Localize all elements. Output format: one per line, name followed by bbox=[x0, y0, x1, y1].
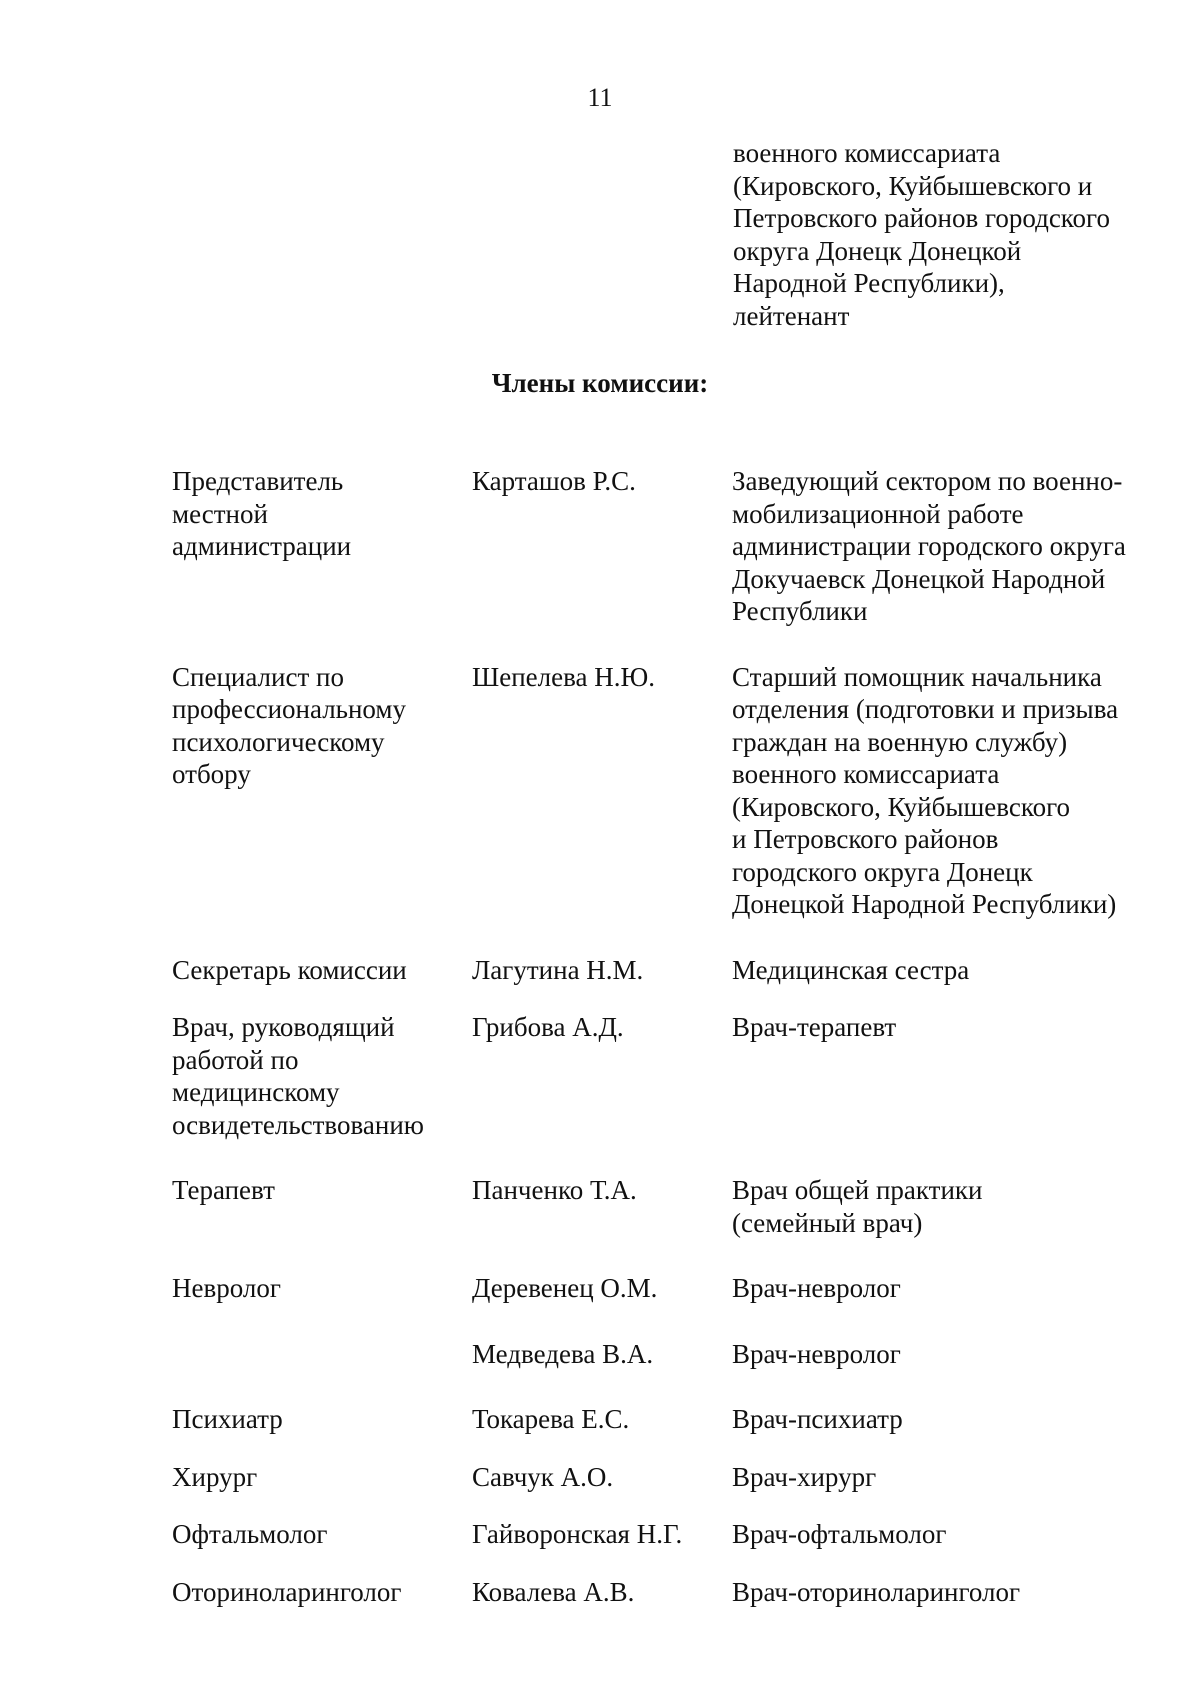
member-row bbox=[172, 1576, 1172, 1609]
member-name: Медведева В.А. bbox=[472, 1338, 654, 1369]
member-name: Гайворонская Н.Г. bbox=[472, 1519, 683, 1549]
position-line: Докучаевск Донецкой Народной bbox=[732, 563, 1106, 594]
role-line: Секретарь комиссии bbox=[172, 954, 407, 985]
role-line: местной bbox=[172, 498, 268, 529]
header-line: Петровского районов городского bbox=[733, 203, 1110, 233]
role-line: Оториноларинголог bbox=[172, 1576, 402, 1607]
member-name: Токарева Е.С. bbox=[472, 1404, 630, 1434]
position-line: Врач-оториноларинголог bbox=[732, 1576, 1021, 1607]
position-line: Заведующий сектором по военно- bbox=[732, 466, 1123, 496]
header-line: (Кировского, Куйбышевского и bbox=[733, 170, 1093, 201]
position-line: Республики bbox=[732, 596, 868, 626]
header-line: округа Донецк Донецкой bbox=[733, 235, 1022, 266]
member-row bbox=[172, 465, 1172, 628]
member-row bbox=[172, 1338, 1172, 1371]
position-line: Врач-хирург bbox=[732, 1461, 877, 1492]
member-role bbox=[172, 1011, 472, 1141]
header-line: Народной Республики), bbox=[733, 268, 1005, 298]
member-name: Ковалева А.В. bbox=[472, 1576, 635, 1607]
role-line: Терапевт bbox=[172, 1175, 275, 1205]
position-line: Врач общей практики bbox=[732, 1175, 983, 1205]
member-row bbox=[172, 1011, 1172, 1141]
position-line: Врач-невролог bbox=[732, 1273, 901, 1303]
member-position bbox=[732, 1338, 1172, 1371]
member-role bbox=[172, 1576, 472, 1609]
member-role bbox=[172, 661, 472, 791]
role-line: Невролог bbox=[172, 1273, 281, 1303]
position-line: администрации городского округа bbox=[732, 531, 1126, 561]
member-role bbox=[172, 1174, 472, 1207]
role-line: Врач, руководящий bbox=[172, 1012, 395, 1042]
member-name: Лагутина Н.М. bbox=[472, 954, 644, 985]
position-line: Старший помощник начальника bbox=[732, 661, 1102, 692]
role-line: психологическому bbox=[172, 726, 385, 757]
role-line: профессиональному bbox=[172, 694, 406, 724]
member-position bbox=[732, 1011, 1172, 1044]
member-row bbox=[172, 1518, 1172, 1551]
member-role bbox=[172, 1403, 472, 1436]
member-name: Шепелева Н.Ю. bbox=[472, 661, 655, 692]
member-position bbox=[732, 1403, 1172, 1436]
member-role bbox=[172, 1518, 472, 1551]
role-line: отбору bbox=[172, 759, 251, 789]
role-line: освидетельствованию bbox=[172, 1109, 424, 1140]
role-line: работой по bbox=[172, 1044, 299, 1075]
role-line: Хирург bbox=[172, 1461, 258, 1492]
position-line: (Кировского, Куйбышевского bbox=[732, 791, 1070, 822]
member-row bbox=[172, 1403, 1172, 1436]
member-name: Панченко Т.А. bbox=[472, 1175, 637, 1205]
member-position bbox=[732, 465, 1172, 628]
role-line: Психиатр bbox=[172, 1404, 283, 1434]
position-line: граждан на военную службу) bbox=[732, 726, 1068, 757]
member-row bbox=[172, 1461, 1172, 1494]
member-position bbox=[732, 1518, 1172, 1551]
position-line: Врач-офтальмолог bbox=[732, 1519, 947, 1549]
member-row bbox=[172, 1174, 1172, 1239]
member-position bbox=[732, 661, 1172, 921]
member-role bbox=[172, 954, 472, 987]
position-line: и Петровского районов bbox=[732, 824, 999, 854]
position-line: (семейный врач) bbox=[732, 1207, 923, 1238]
member-name: Карташов Р.С. bbox=[472, 466, 636, 496]
member-name: Грибова А.Д. bbox=[472, 1012, 624, 1042]
role-line: медицинскому bbox=[172, 1077, 340, 1107]
member-row bbox=[172, 954, 1172, 987]
member-name: Деревенец О.М. bbox=[472, 1273, 658, 1303]
position-line: городского округа Донецк bbox=[732, 856, 1033, 887]
member-position bbox=[732, 1461, 1172, 1494]
header-line: лейтенант bbox=[733, 300, 850, 331]
section-title: Члены комиссии: bbox=[491, 368, 709, 398]
position-line: Врач-невролог bbox=[732, 1338, 901, 1369]
member-role bbox=[172, 1272, 472, 1305]
members-list bbox=[172, 465, 1172, 1608]
position-line: Донецкой Народной Республики) bbox=[732, 889, 1117, 919]
member-position bbox=[732, 1576, 1172, 1609]
member-position bbox=[732, 1174, 1172, 1239]
role-line: Специалист по bbox=[172, 661, 344, 692]
member-row bbox=[172, 1272, 1172, 1305]
position-line: Врач-психиатр bbox=[732, 1404, 903, 1434]
header-continuation bbox=[733, 137, 1173, 332]
header-line: военного комиссариата bbox=[733, 138, 1001, 168]
member-position bbox=[732, 954, 1172, 987]
member-name: Савчук А.О. bbox=[472, 1461, 614, 1492]
position-line: военного комиссариата bbox=[732, 759, 1000, 789]
member-role bbox=[172, 1461, 472, 1494]
page-number: 11 bbox=[587, 83, 613, 112]
member-row bbox=[172, 661, 1172, 921]
position-line: мобилизационной работе bbox=[732, 498, 1024, 529]
member-position bbox=[732, 1272, 1172, 1305]
role-line: администрации bbox=[172, 531, 352, 561]
position-line: Медицинская сестра bbox=[732, 954, 970, 985]
role-line: Представитель bbox=[172, 466, 344, 496]
member-role bbox=[172, 465, 472, 563]
position-line: отделения (подготовки и призыва bbox=[732, 694, 1119, 724]
role-line: Офтальмолог bbox=[172, 1519, 328, 1549]
position-line: Врач-терапевт bbox=[732, 1012, 897, 1042]
